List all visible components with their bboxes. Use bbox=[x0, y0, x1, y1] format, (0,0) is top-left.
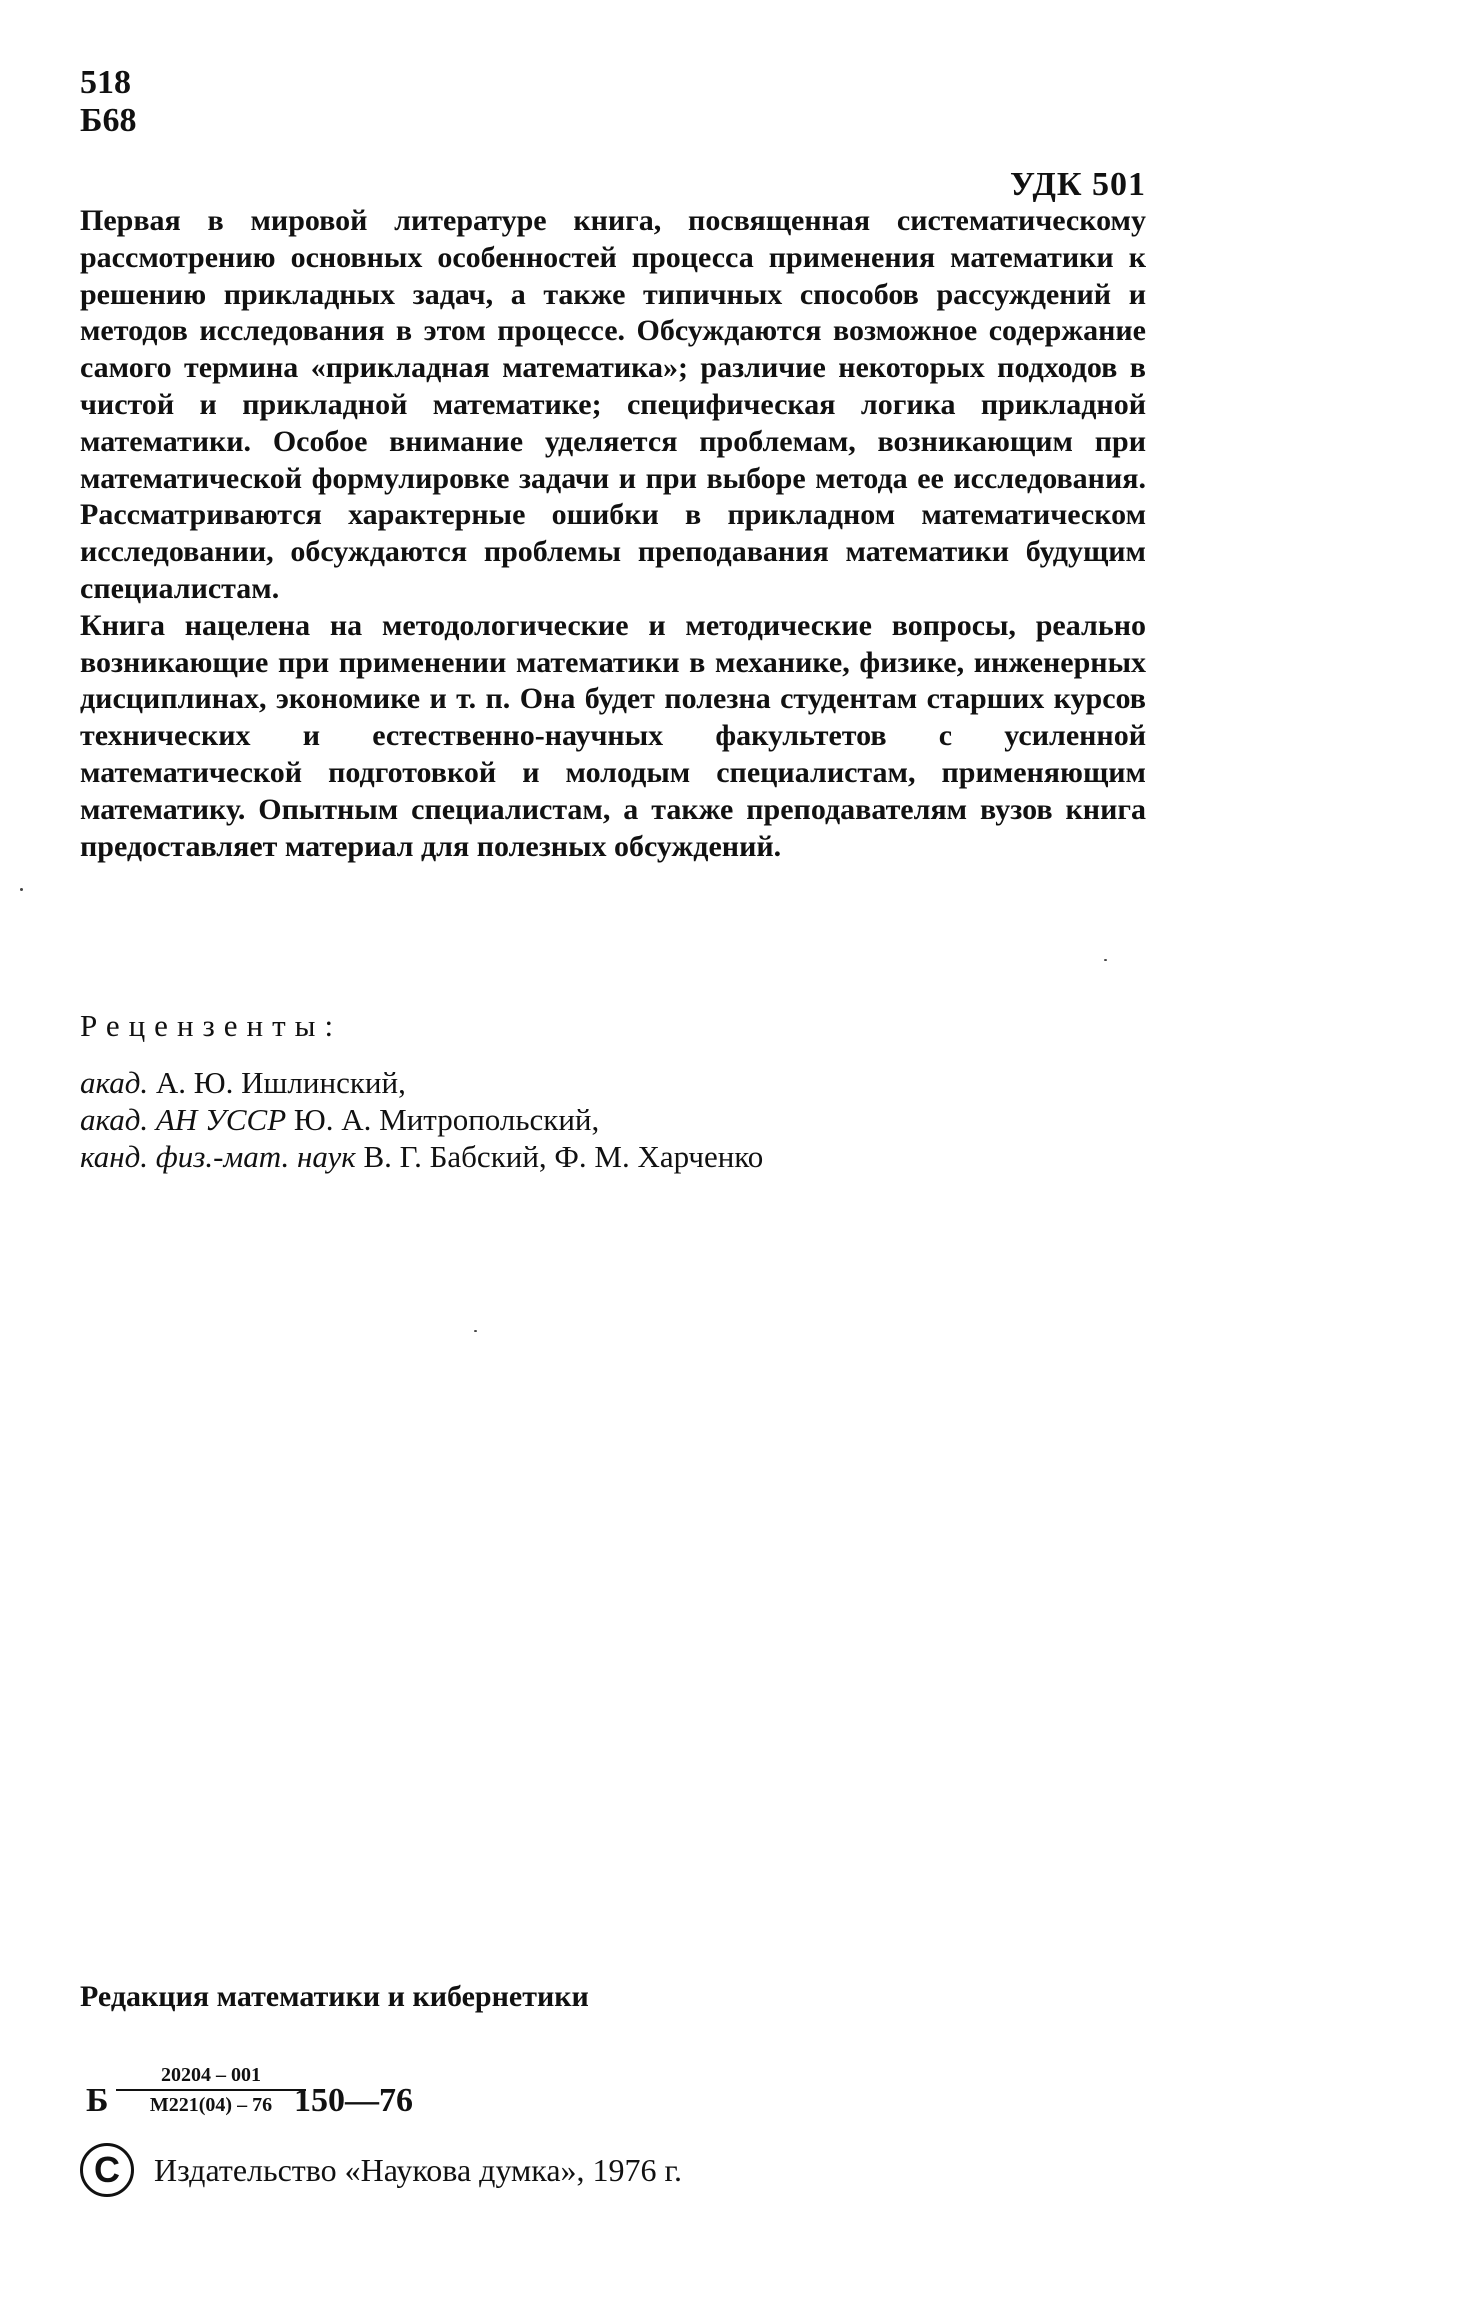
reviewer-title: канд. физ.-мат. наук bbox=[80, 1139, 356, 1174]
index-tail: 150—76 bbox=[294, 2082, 413, 2119]
reviewer-line bbox=[80, 1064, 763, 1101]
scan-speck bbox=[474, 1330, 477, 1332]
reviewer-line bbox=[80, 1101, 763, 1138]
index-fraction bbox=[116, 2064, 306, 2117]
class-code-author-mark: Б68 bbox=[80, 102, 137, 139]
edition-office: Редакция математики и кибернетики bbox=[80, 1980, 589, 2013]
reviewers-heading: Рецензенты: bbox=[80, 1008, 343, 1043]
reviewer-line bbox=[80, 1138, 763, 1175]
scan-speck bbox=[1104, 959, 1107, 961]
book-annotation bbox=[80, 203, 1146, 865]
annotation-paragraph-2: Книга нацелена на методологические и методические вопросы, реально возникающие при применении математики в механике, физике, инженерных дисциплинах, экономике и т. п. Она будет полезна студентам старших курсов технических и естественно-научных факультетов с усиленной математической подготовкой и молодым специалистам, применяющим математику. Опытным специалистам, а также преподавателям вузов книга предоставляет материал для полезных обсуждений. bbox=[80, 608, 1146, 863]
reviewer-names: Ю. А. Митропольский, bbox=[286, 1102, 600, 1137]
udk-code: УДК 501 bbox=[1009, 166, 1146, 203]
reviewers-list bbox=[80, 1064, 763, 1175]
annotation-paragraph-1: Первая в мировой литературе книга, посвященная систематическому рассмотрению основных особенностей процесса применения математики к решению прикладных задач, а также типичных способов рассуждений и методов исследования в этом процессе. Обсуждаются возможное содержание самого термина «прикладная математика»; различие некоторых подходов в чистой и прикладной математике; специфическая логика прикладной математики. Особое внимание уделяется проблемам, возникающим при математической формулировке задачи и при выборе метода ее исследования. Рассматриваются характерные ошибки в прикладном математическом исследовании, обсуждаются проблемы преподавания математики будущим специалистам. bbox=[80, 204, 1146, 605]
copyright-line bbox=[80, 2143, 682, 2197]
publisher-text: Издательство «Наукова думка», 1976 г. bbox=[154, 2151, 683, 2188]
reviewer-names: В. Г. Бабский, Ф. М. Харченко bbox=[355, 1139, 764, 1174]
reviewer-title: акад. АН УССР bbox=[80, 1102, 287, 1137]
reviewer-title: акад. bbox=[80, 1065, 149, 1100]
class-code-number: 518 bbox=[80, 64, 131, 101]
index-numerator: 20204 – 001 bbox=[116, 2064, 306, 2091]
index-denominator: М221(04) – 76 bbox=[149, 2094, 273, 2116]
scan-speck bbox=[20, 888, 23, 891]
index-letter: Б bbox=[86, 2082, 109, 2119]
library-class-code bbox=[80, 64, 136, 140]
reviewer-names: А. Ю. Ишлинский, bbox=[148, 1065, 406, 1100]
copyright-icon: C bbox=[80, 2143, 134, 2197]
